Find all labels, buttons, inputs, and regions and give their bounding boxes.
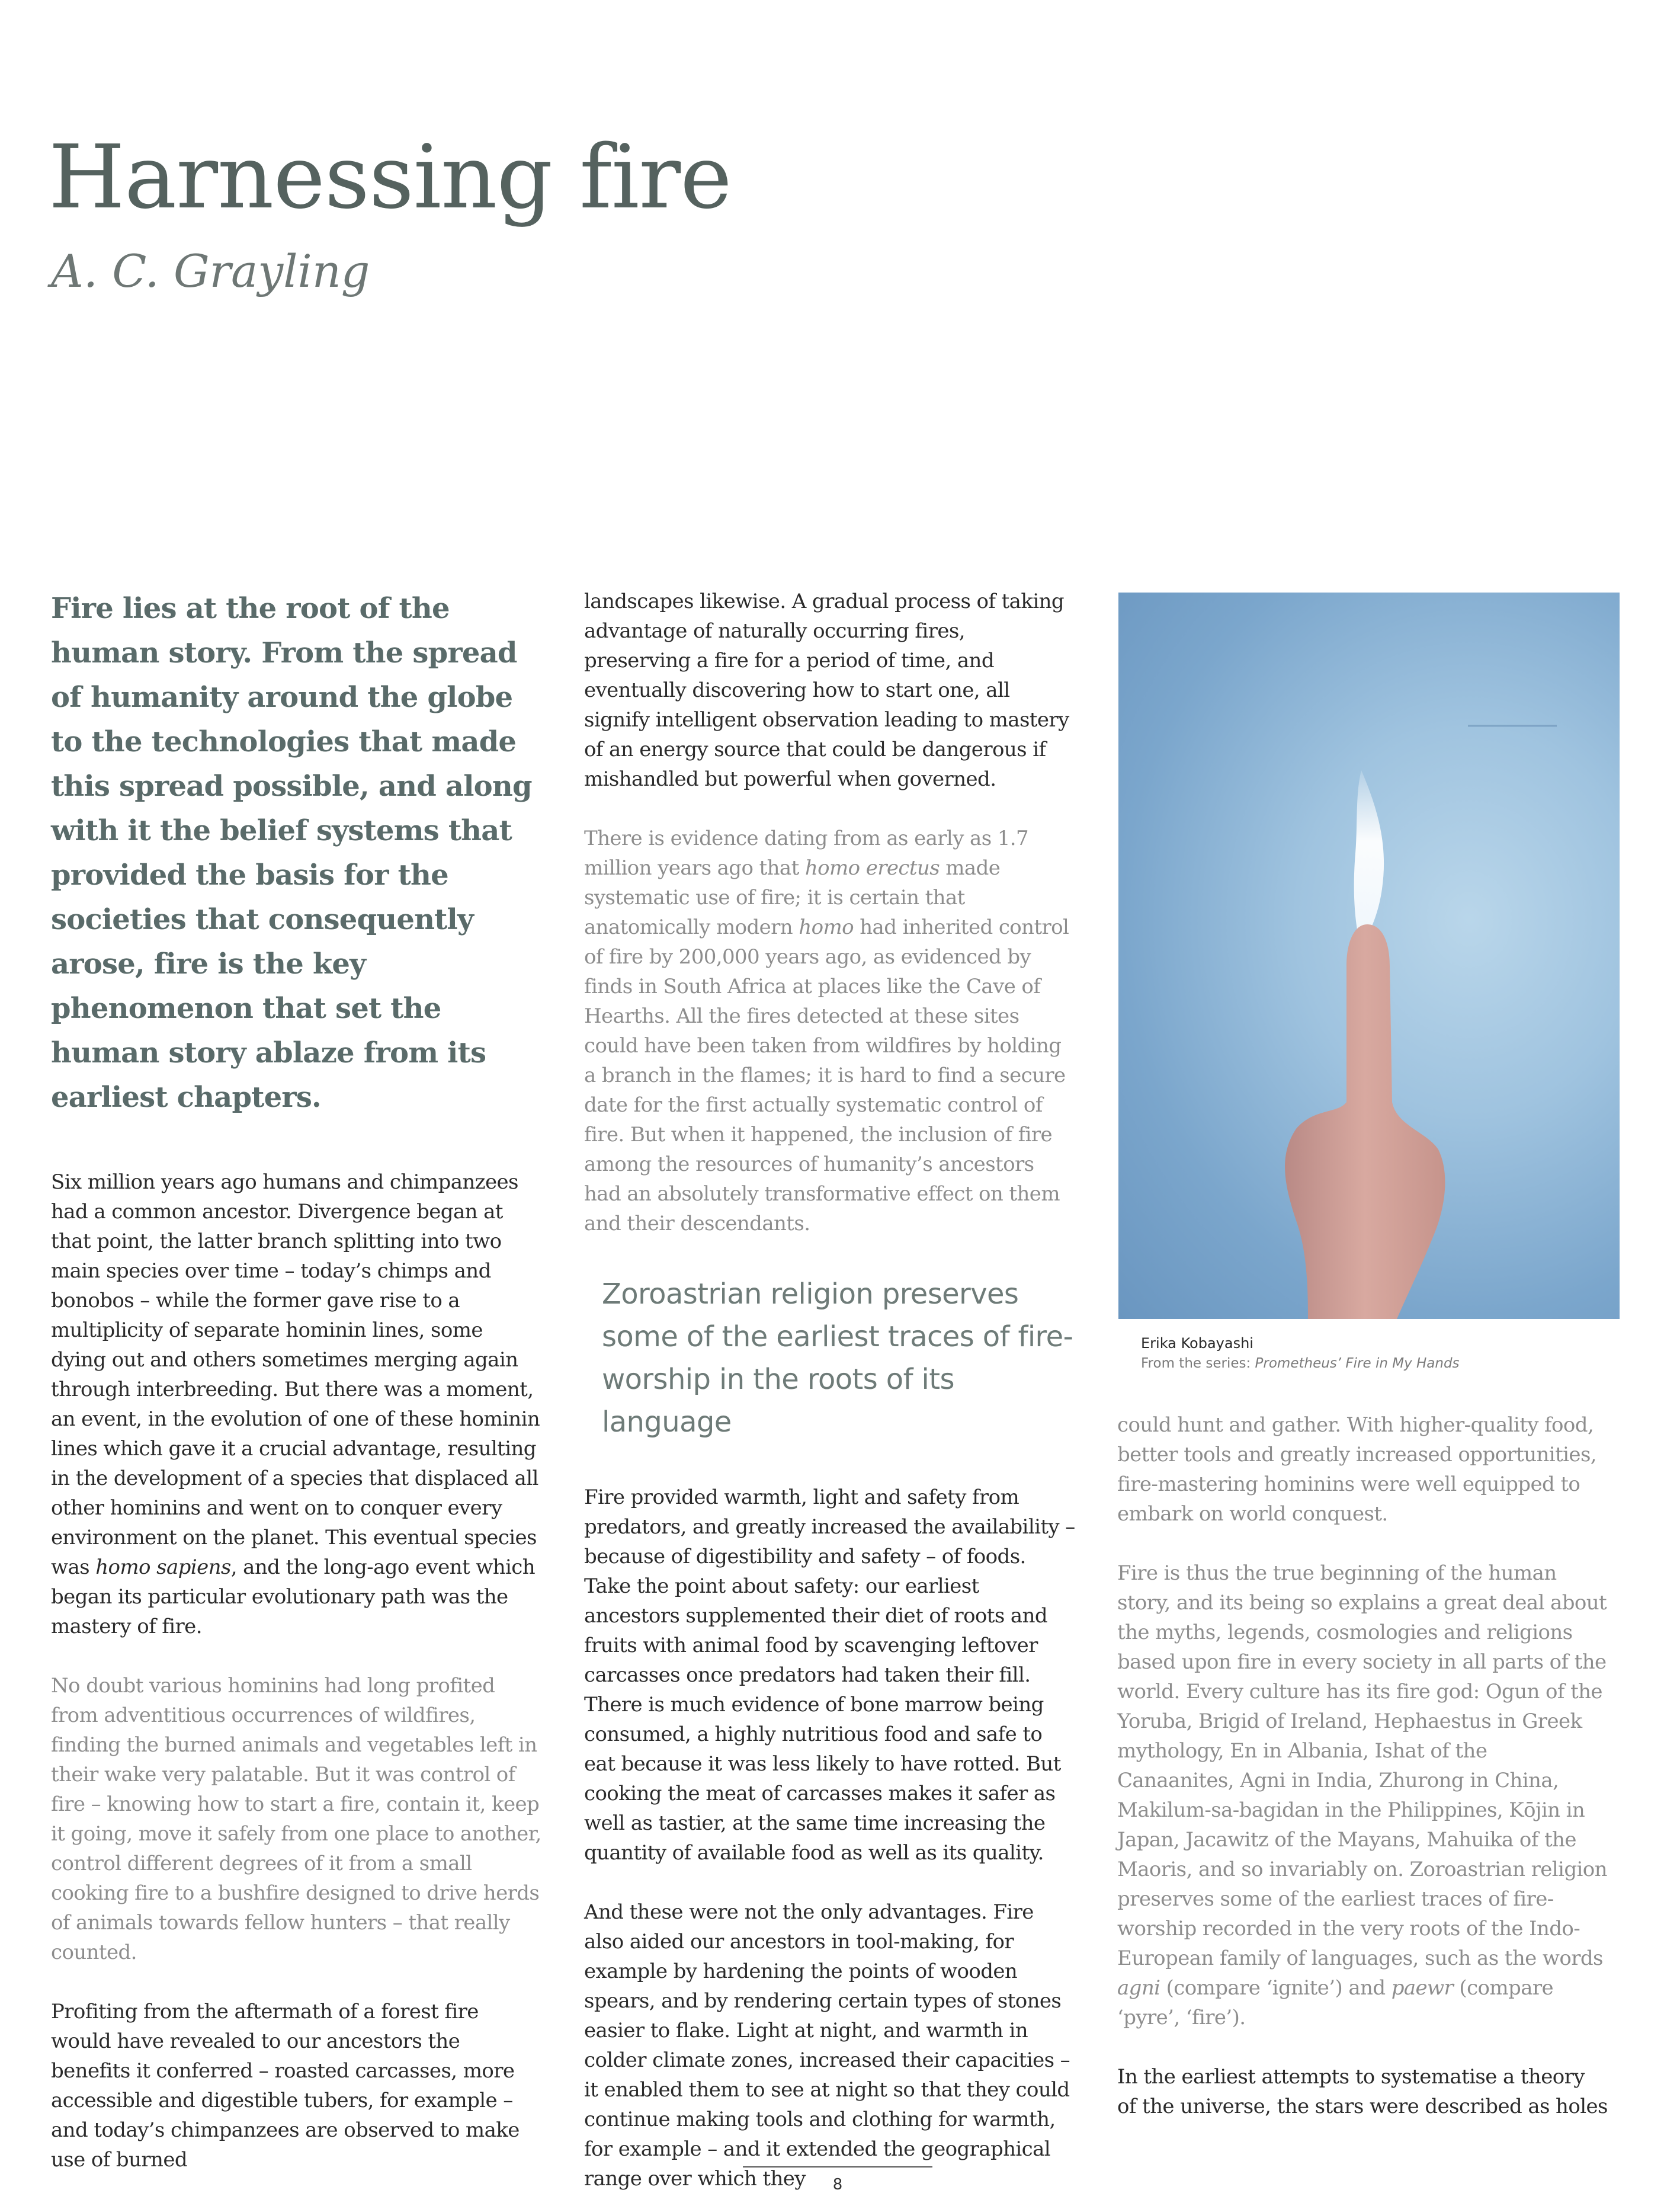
text-run: No doubt various hominins had long profited from adventitious occurrences of wildfires, finding the burned animals and vegetables left in their wake very palatable. But it was control of fire – knowing how to start a fire, contain it, keep it going, move it safely from one place to another, control different degrees of it from a small cooking fire to a bushfire designed to drive herds of animals towards fellow hunters – that really counted. [51,1674,541,1964]
text-run: There is evidence dating from as early as 1.7 million years ago that [584,827,1029,880]
text-run: Profiting from the aftermath of a forest fire would have revealed to our ancestors the benefits it conferred – roasted carcasses, more accessible and digestible tubers, for example – and today’s chimpanzees are observed to make use of burned [51,2000,520,2172]
text-run: Fire is thus the true beginning of the human story, and its being so explains a great deal about the myths, legends, cosmologies and religions based upon fire in every society in all parts of the world. Every culture has its fire god: Ogun of the Yoruba, Brigid of Ireland, Hephaestus in Greek mythology, En in Albania, Ishat of the Canaanites, Agni in India, Zhurong in China, Makilum-sa-bagidan in the Philippines, Kōjin in Japan, Jacawitz of the Mayans, Mahuika of the Maoris, and so invariably on. Zoroastrian religion preserves some of the earliest traces of fire-worship recorded in the very roots of the Indo-European family of languages, such as the words [1117,1561,1607,1970]
text-run: And these were not the only advantages. Fire also aided our ancestors in tool-making, for example by hardening the points of wooden spears, and by rendering certain types of stones easier to flake. Light at night, and warmth in colder climate zones, increased their capacities – it enabled them to see at night so that they could continue making tools and clothing for warmth, for example – and it extended the geographical range over which they [584,1900,1070,2191]
text-run: had inherited control of fire by 200,000 years ago, as evidenced by finds in South Africa at places like the Cave of Hearths. All the fires detected at these sites could have been taken from wildfires by holding a branch in the flames; it is hard to find a secure date for the first actually systematic control of fire. But when it happened, the inclusion of fire among the resources of humanity’s ancestors had an absolutely transformative effect on them and their descendants. [584,915,1069,1235]
italic-text: homo sapiens [95,1555,231,1579]
column-1 [51,587,543,2175]
article-title: Harnessing fire [49,126,732,228]
body-paragraph [51,1671,543,1967]
caption-series-title: Prometheus’ Fire in My Hands [1255,1356,1460,1371]
article-author: A. C. Grayling [51,245,370,297]
flame-shape [1354,770,1384,948]
column-2 [584,587,1076,2194]
body-paragraph [51,1997,543,2175]
body-paragraph [584,824,1076,1238]
italic-text: paewr [1391,1976,1454,2000]
italic-text: homo erectus [804,856,940,880]
text-run: In the earliest attempts to systematise a theory of the universe, the stars were described as holes [1117,2065,1608,2118]
italic-text: agni [1117,1976,1160,2000]
text-run: (compare ‘ignite’) and [1160,1976,1392,2000]
text-run: landscapes likewise. A gradual process of taking advantage of naturally occurring fires, preserving a fire for a period of time, and eventually discovering how to start one, all signify intelligent observation leading to mastery of an energy source that could be dangerous if mishandled but powerful when governed. [584,590,1069,791]
caption-series [1141,1353,1627,1373]
text-run: , and the long-ago event which began its particular evolutionary path was the mastery of fire. [51,1555,536,1638]
lede-paragraph: Fire lies at the root of the human story. From the spread of humanity around the globe to the technologies that made this spread possible, and along with it the belief systems that provided the basis for the societies that consequently arose, fire is the key phenomenon that set the human story ablaze from its earliest chapters. [51,592,532,1114]
body-paragraph [1117,1410,1609,1529]
text-run: Six million years ago humans and chimpanzees had a common ancestor. Divergence began at that point, the latter branch splitting into two main species over time – today’s chimps and bonobos – while the former gave rise to a multiplicity of separate hominin lines, some dying out and others sometimes merging again through interbreeding. But there was a moment, an event, in the evolution of one of these hominin lines which gave it a crucial advantage, resulting in the development of a species that displaced all other hominins and went on to conquer every environment on the planet. This eventual species was [51,1170,540,1579]
column-3-body [1117,1410,1609,2121]
page-number-rule [743,2166,932,2167]
text-run: could hunt and gather. With higher-quality food, better tools and greatly increased opportunities, fire-mastering hominins were well equipped to embark on world conquest. [1117,1413,1596,1526]
text-run: Fire provided warmth, light and safety from predators, and greatly increased the availability – because of digestibility and safety – of foods. Take the point about safety: our earliest ancestors supplemented their diet of roots and fruits with animal food by scavenging leftover carcasses once predators had taken their fill. There is much evidence of bone marrow being consumed, a highly nutritious food and safe to eat because it was less likely to have rotted. But cooking the meat of carcasses makes it safer as well as tastier, at the same time increasing the quantity of available food as well as its quality. [584,1485,1075,1865]
text-run: made systematic use of fire; it is certain that anatomically modern [584,856,1001,939]
italic-text: homo [799,915,854,939]
hand-shape [1285,924,1445,1319]
hand-fire-illustration [1118,593,1620,1319]
column-3 [1117,1410,1609,2121]
caption-series-prefix: From the series: [1141,1356,1255,1371]
body-paragraph [51,1167,543,1641]
photo-caption [1141,1333,1627,1373]
body-paragraph [1117,2062,1609,2121]
column-2-body-bottom [584,1483,1076,2194]
caption-artist: Erika Kobayashi [1141,1335,1253,1352]
column-2-body-top [584,587,1076,1238]
body-paragraph [1117,1558,1609,2032]
column-1-body [51,1167,543,2175]
body-paragraph [584,587,1076,794]
page-number: 8 [832,2176,843,2194]
pull-quote: Zoroastrian religion preserves some of the earliest traces of fire-worship in the roots of its language [602,1278,1073,1439]
body-paragraph [584,1483,1076,1868]
hand-fire-photo [1118,593,1620,1319]
body-paragraph [584,1897,1076,2194]
text-run: (compare ‘pyre’, ‘fire’). [1117,1976,1554,2029]
